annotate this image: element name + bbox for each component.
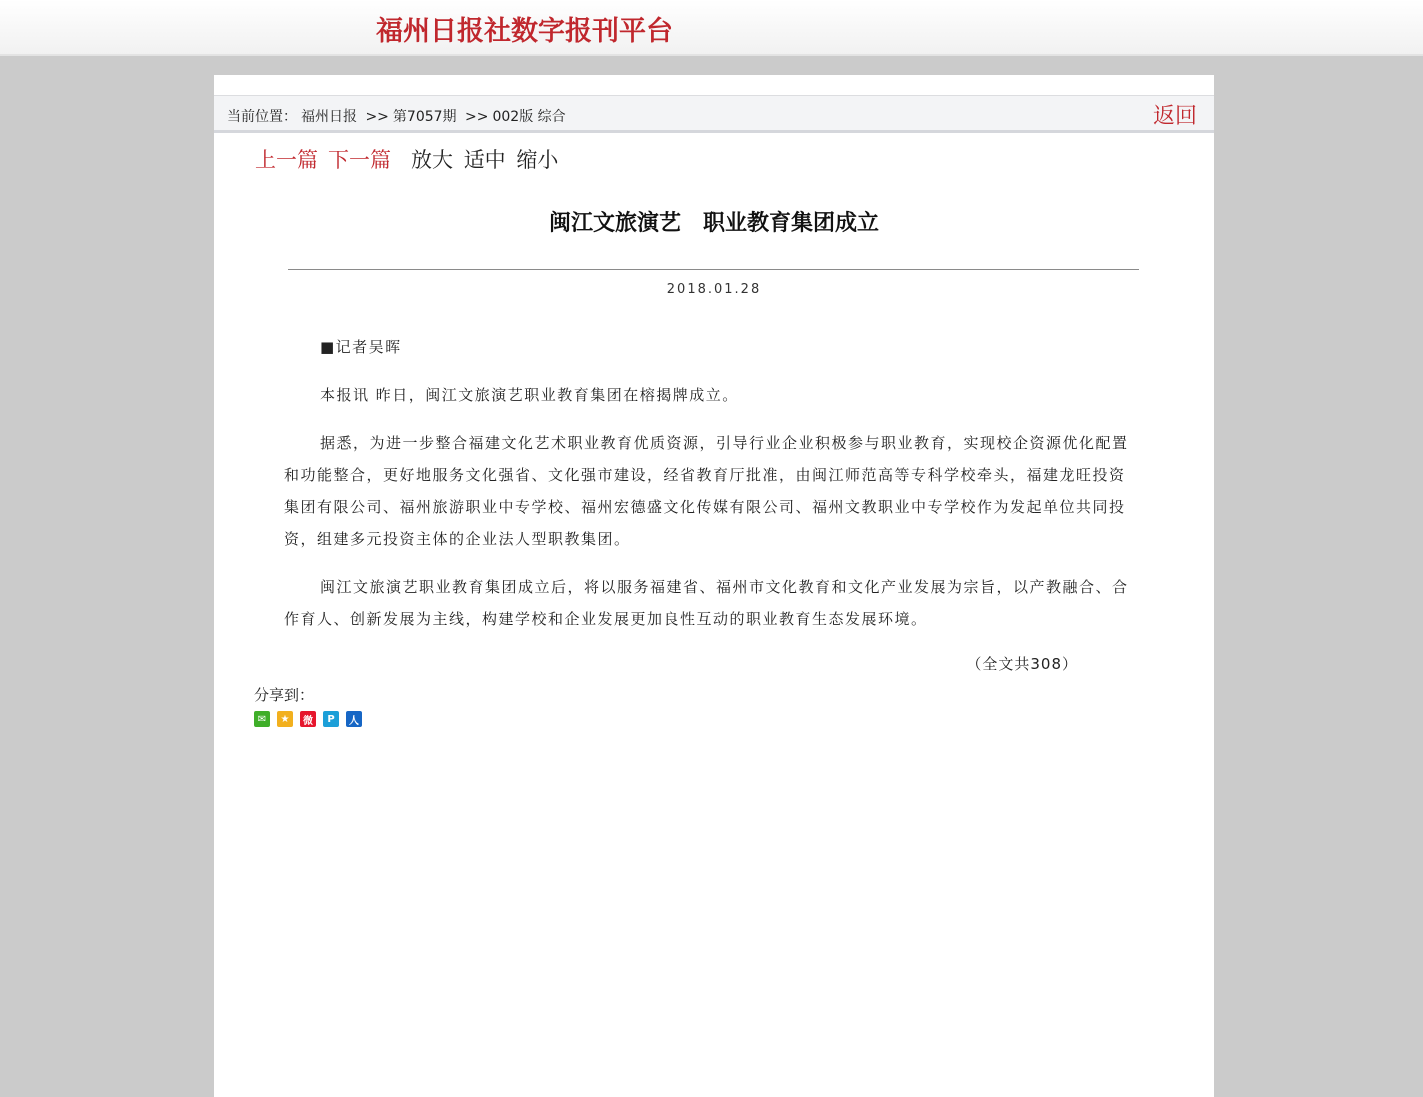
- breadcrumb-paper-link[interactable]: 福州日报: [301, 109, 357, 125]
- prev-article-link[interactable]: 上一篇: [255, 148, 318, 172]
- word-count: （全文共308）: [966, 655, 1078, 673]
- article-body: [284, 331, 1130, 651]
- article-nav: [255, 144, 562, 174]
- article-title: 闽江文旅演艺 职业教育集团成立: [548, 211, 879, 236]
- breadcrumb-separator: >>: [465, 109, 489, 125]
- article-date: 2018.01.28: [666, 282, 762, 297]
- share-label: 分享到：: [254, 686, 315, 704]
- back-link[interactable]: 返回: [1152, 104, 1197, 129]
- renren-icon[interactable]: 人: [346, 711, 362, 727]
- article-paragraph: 闽江文旅演艺职业教育集团成立后，将以服务福建省、福州市文化教育和文化产业发展为宗旨，以产教融合、合作育人、创新发展为主线，构建学校和企业发展更加良性互动的职业教育生态发展环境。: [284, 578, 1129, 628]
- article-paragraph: ■记者吴晖: [320, 338, 402, 356]
- article-page: [214, 75, 1214, 1097]
- weibo-icon[interactable]: 微: [300, 711, 316, 727]
- title-divider: [288, 269, 1139, 270]
- zoom-in-button[interactable]: 放大: [411, 148, 453, 172]
- zoom-default-button[interactable]: 适中: [463, 148, 506, 172]
- breadcrumb-issue-link[interactable]: 第7057期: [392, 109, 457, 125]
- share-icons: [254, 711, 362, 727]
- next-article-link[interactable]: 下一篇: [328, 148, 391, 172]
- zoom-out-button[interactable]: 缩小: [516, 148, 559, 172]
- qzone-icon[interactable]: ★: [277, 711, 293, 727]
- breadcrumb-page-link[interactable]: 002版 综合: [492, 109, 566, 125]
- breadcrumb-prefix: 当前位置：: [227, 109, 297, 125]
- article-paragraph: 本报讯 昨日，闽江文旅演艺职业教育集团在榕揭牌成立。: [320, 386, 739, 404]
- breadcrumb: [227, 106, 570, 126]
- tencent-weibo-icon[interactable]: P: [323, 711, 339, 727]
- top-header-bar: [0, 0, 1423, 56]
- breadcrumb-separator: >>: [365, 109, 389, 125]
- article-paragraph: 据悉，为进一步整合福建文化艺术职业教育优质资源，引导行业企业积极参与职业教育，实现校企资源优化配置和功能整合，更好地服务文化强省、文化强市建设，经省教育厅批准，由闽江师范高等专科学校牵头，福建龙旺投资集团有限公司、福州旅游职业中专学校、福州宏德盛文化传媒有限公司、福州文教职业中专学校作为发起单位共同投资，组建多元投资主体的企业法人型职教集团。: [284, 434, 1129, 548]
- breadcrumb-bar: [214, 95, 1214, 133]
- site-title: 福州日报社数字报刊平台: [376, 16, 673, 47]
- wechat-icon[interactable]: ✉: [254, 711, 270, 727]
